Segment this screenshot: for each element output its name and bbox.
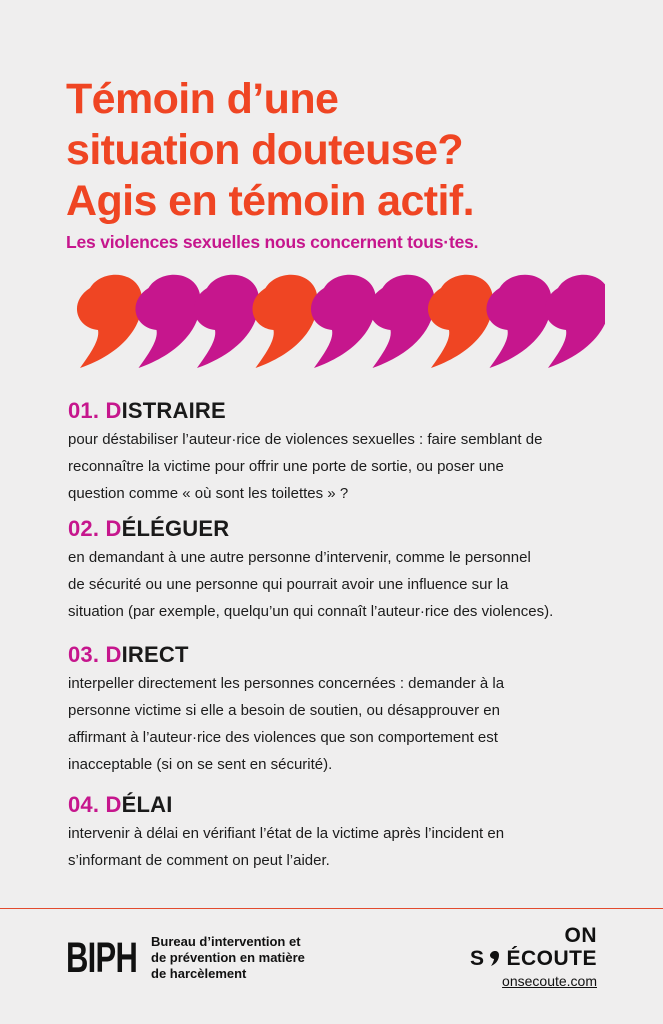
section-body bbox=[68, 426, 628, 507]
biph-logo: BIPH bbox=[66, 934, 138, 982]
magenta-quote-mark bbox=[194, 275, 259, 368]
ose-s: S bbox=[469, 947, 485, 970]
orange-quote-mark bbox=[252, 275, 317, 368]
section-body bbox=[68, 670, 628, 778]
section-line: inacceptable (si on se sent en sécurité). bbox=[68, 756, 333, 773]
section-delai bbox=[68, 792, 628, 874]
magenta-quote-mark bbox=[135, 275, 200, 368]
section-first-letter: D bbox=[105, 398, 122, 423]
section-first-letter: D bbox=[105, 516, 122, 541]
biph-org-name bbox=[151, 934, 305, 982]
magenta-quote-mark bbox=[311, 275, 376, 368]
section-line: question comme « où sont les toilettes » ? bbox=[68, 485, 349, 502]
section-line: interpeller directement les personnes concernées : demander à la bbox=[68, 675, 505, 692]
section-title-rest: ÉLAI bbox=[121, 792, 173, 817]
section-line: situation (par exemple, quelqu’un qui connaît l’auteur·rice des violences). bbox=[68, 603, 554, 620]
section-distraire bbox=[68, 398, 628, 507]
section-body bbox=[68, 544, 628, 625]
org-line: Bureau d’intervention et bbox=[151, 934, 301, 949]
section-line: affirmant à l’auteur·rice des violences que son comportement est bbox=[68, 729, 498, 746]
section-line: personne victime si elle a besoin de soutien, ou désapprouver en bbox=[68, 702, 500, 719]
section-line: pour déstabiliser l’auteur·rice de violences sexuelles : faire semblant de bbox=[68, 431, 543, 448]
section-first-letter: D bbox=[105, 792, 122, 817]
page-subtitle: Les violences sexuelles nous concernent tous·tes. bbox=[66, 232, 479, 252]
ose-row bbox=[470, 948, 597, 970]
magenta-quote-mark bbox=[545, 275, 605, 368]
ose-ecoute: ÉCOUTE bbox=[506, 947, 597, 970]
section-line: de sécurité ou une personne qui pourrait avoir une influence sur la bbox=[68, 576, 509, 593]
website-link[interactable]: onsecoute.com bbox=[502, 973, 597, 989]
section-heading bbox=[68, 642, 628, 668]
section-number: 02. bbox=[68, 516, 100, 541]
section-line: reconnaître la victime pour offrir une porte de sortie, ou poser une bbox=[68, 458, 504, 475]
section-first-letter: D bbox=[105, 642, 122, 667]
section-title-rest: ISTRAIRE bbox=[121, 398, 226, 423]
on-s-ecoute-logo bbox=[470, 926, 597, 990]
section-deleguer bbox=[68, 516, 628, 625]
orange-quote-mark bbox=[77, 275, 142, 368]
org-line: de harcèlement bbox=[151, 966, 247, 981]
page-title bbox=[66, 74, 626, 227]
quote-marks-row bbox=[60, 270, 605, 370]
ose-on: ON bbox=[564, 924, 597, 947]
section-line: intervenir à délai en vérifiant l’état de la victime après l’incident en bbox=[68, 825, 505, 842]
section-heading bbox=[68, 398, 628, 424]
section-title-rest: ÉLÉGUER bbox=[121, 516, 230, 541]
footer-divider bbox=[0, 908, 663, 909]
section-direct bbox=[68, 642, 628, 778]
apostrophe-icon bbox=[490, 951, 500, 967]
section-number: 01. bbox=[68, 398, 100, 423]
section-number: 03. bbox=[68, 642, 100, 667]
title-line-3: Agis en témoin actif. bbox=[66, 177, 474, 225]
title-line-2: situation douteuse? bbox=[66, 126, 464, 174]
orange-quote-mark bbox=[428, 275, 493, 368]
section-heading bbox=[68, 792, 628, 818]
title-line-1: Témoin d’une bbox=[66, 75, 339, 123]
section-body bbox=[68, 820, 628, 874]
magenta-quote-mark bbox=[486, 275, 551, 368]
section-line: en demandant à une autre personne d’intervenir, comme le personnel bbox=[68, 549, 531, 566]
section-heading bbox=[68, 516, 628, 542]
section-number: 04. bbox=[68, 792, 100, 817]
org-line: de prévention en matière bbox=[151, 950, 305, 965]
section-line: s’informant de comment on peut l’aider. bbox=[68, 852, 330, 869]
section-title-rest: IRECT bbox=[121, 642, 189, 667]
magenta-quote-mark bbox=[369, 275, 434, 368]
